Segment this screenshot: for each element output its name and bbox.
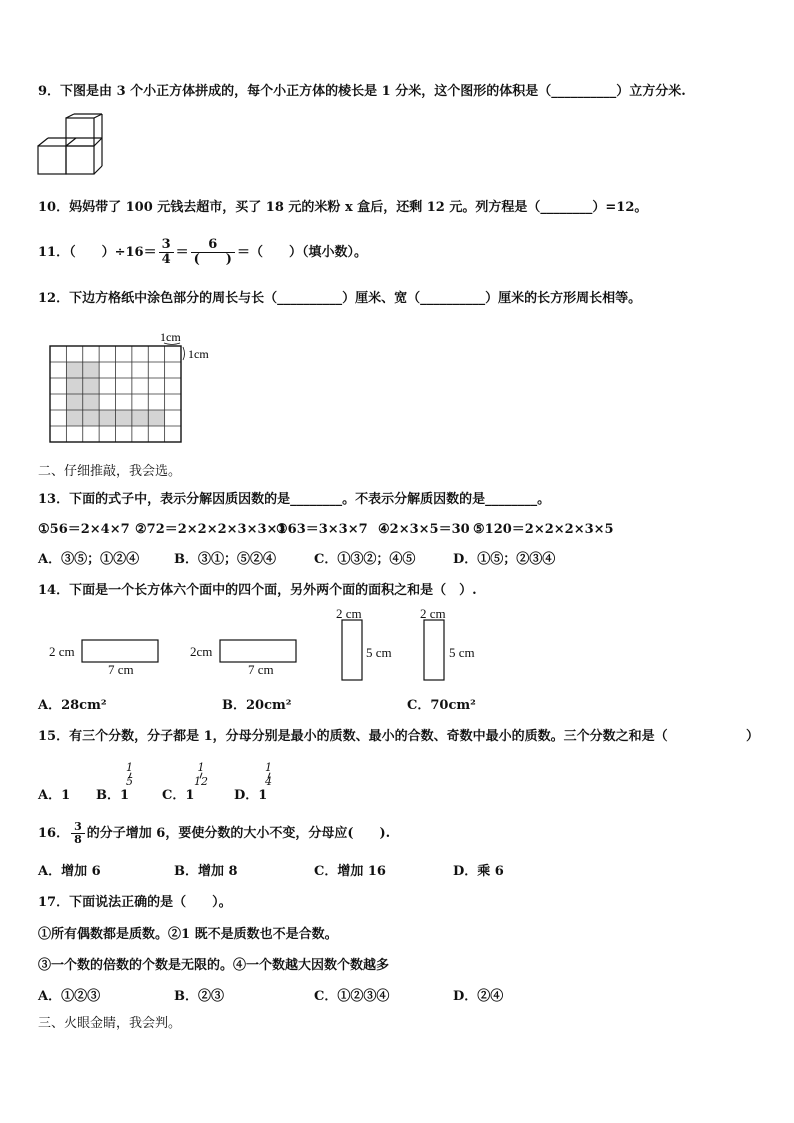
section-2-heading: 二、仔细推敲，我会选。	[38, 464, 182, 479]
q9-tail: ）立方分米.	[616, 84, 686, 99]
q13-item-5: ⑤120＝2×2×2×3×5	[473, 522, 614, 537]
q15-option-c-label: C．1	[162, 788, 195, 803]
q12-grid-figure	[50, 330, 220, 445]
q12-tail: ）厘米的长方形周长相等。	[485, 291, 642, 306]
q14-option-a[interactable]: A．28cm²	[38, 698, 107, 713]
section-3-heading: 三、火眼金睛，我会判。	[38, 1016, 182, 1031]
q11-fraction-1	[159, 238, 174, 267]
q14-label-r1w: 2 cm	[49, 644, 75, 659]
q15-option-c-fraction	[194, 762, 208, 788]
q14-label-r3s: 5 cm	[366, 645, 392, 660]
q15-option-b-denominator: 5	[126, 775, 133, 788]
q14-face-3	[342, 620, 362, 680]
q15-option-d-fraction	[265, 762, 272, 788]
q13-number: 13．	[38, 492, 70, 507]
q16-stem: 的分子增加 6，要使分数的大小不变，分母应( ).	[86, 826, 391, 841]
q15-option-d-denominator: 4	[265, 775, 272, 788]
q12-mid: ）厘米、宽（	[342, 291, 421, 306]
q12-number: 12．	[38, 291, 70, 306]
q10-number: 10．	[38, 200, 70, 215]
q17-stem: 下面说法正确的是（ ）。	[69, 895, 232, 910]
q15-option-a[interactable]: A．1	[38, 788, 71, 803]
q17-number: 17．	[38, 895, 70, 910]
q11-part-a[interactable]: （ ）÷16＝	[69, 245, 157, 260]
q15-option-d-numerator: 1	[265, 761, 272, 774]
shaded-cell	[66, 410, 82, 426]
q15-option-b-numerator: 1	[126, 761, 133, 774]
shaded-cell	[83, 362, 99, 378]
q17-statements-2: ③一个数的倍数的个数是无限的。④一个数越大因数个数越多	[38, 958, 390, 973]
q13-option-c[interactable]: C．①③②；④⑤	[314, 552, 416, 567]
q13-text	[38, 491, 550, 509]
q13-blank-1[interactable]: ________	[290, 492, 343, 507]
q16-fraction	[71, 821, 85, 846]
q15-tail: ）	[746, 729, 760, 744]
shaded-cell	[148, 410, 164, 426]
q12-unit-top: 1cm	[160, 330, 181, 344]
q11-equals: ＝	[175, 245, 189, 260]
q11-f1-denominator: 4	[161, 252, 171, 267]
q14-option-b[interactable]: B．20cm²	[222, 698, 292, 713]
q15-option-b-fraction	[126, 762, 133, 788]
q16-option-d[interactable]: D．乘 6	[453, 864, 504, 879]
q9-cubes-figure	[36, 114, 106, 176]
q15-option-c-denominator: 12	[194, 775, 208, 788]
q15-option-d-label: D．1	[234, 788, 268, 803]
q14-face-4	[424, 620, 444, 680]
q9-text	[38, 83, 686, 101]
q14-label-r3t: 2 cm	[336, 606, 362, 621]
q15-option-d[interactable]	[234, 787, 267, 805]
q14-faces-figure	[40, 608, 500, 684]
q13-tail: 。	[537, 492, 551, 507]
q14-label-r2l: 7 cm	[248, 662, 274, 677]
shaded-cell	[83, 410, 99, 426]
q12-stem: 下边方格纸中涂色部分的周长与长（	[69, 291, 278, 306]
q11-number: 11．	[38, 245, 70, 260]
q9-answer-blank[interactable]: __________	[551, 84, 617, 99]
q14-label-r2w: 2cm	[190, 644, 213, 659]
shaded-cell	[83, 394, 99, 410]
q13-blank-2[interactable]: ________	[485, 492, 538, 507]
q15-option-c-numerator: 1	[197, 761, 205, 774]
q16-number: 16．	[38, 826, 70, 841]
shaded-cell	[132, 410, 148, 426]
q16-option-b[interactable]: B．增加 8	[174, 864, 238, 879]
q13-mid: 。不表示分解质因数的是	[342, 492, 486, 507]
q13-item-1: ①56＝2×4×7	[38, 522, 130, 537]
q16-denominator: 8	[74, 833, 82, 846]
shaded-cell	[66, 378, 82, 394]
shaded-cell	[66, 394, 82, 410]
q17-option-b[interactable]: B．②③	[174, 989, 224, 1004]
shaded-cell	[99, 410, 115, 426]
q11-fraction-2	[191, 238, 235, 267]
q11-f2-numerator: 6	[191, 238, 235, 253]
q14-face-1	[82, 640, 158, 662]
q13-stem: 下面的式子中，表示分解因质因数的是	[69, 492, 291, 507]
shaded-cell	[83, 378, 99, 394]
q13-item-2: ②72＝2×2×2×3×3×1	[135, 522, 287, 537]
q10-tail: ）=12。	[592, 200, 648, 215]
q16-option-c[interactable]: C．增加 16	[314, 864, 386, 879]
q14-stem: 下面是一个长方体六个面中的四个面，另外两个面的面积之和是（ ）.	[69, 583, 477, 598]
q17-option-d[interactable]: D．②④	[453, 989, 504, 1004]
q12-unit-side: 1cm	[188, 347, 209, 361]
q13-option-a[interactable]: A．③⑤；①②④	[38, 552, 140, 567]
q15-stem: 有三个分数，分子都是 1，分母分别是最小的质数、最小的合数、奇数中最小的质数。三个分数之和是（	[69, 729, 668, 744]
q11-f1-numerator: 3	[159, 238, 174, 253]
q13-item-3: ③63＝3×3×7	[276, 522, 368, 537]
q11-part-b[interactable]: ＝（ ）（填小数）。	[236, 245, 367, 260]
shaded-cell	[116, 410, 132, 426]
q10-stem: 妈妈带了 100 元钱去超市，买了 18 元的米粉 x 盒后，还剩 12 元。列方程是（	[69, 200, 541, 215]
q17-option-a[interactable]: A．①②③	[38, 989, 101, 1004]
q11-text	[38, 238, 367, 267]
q14-number: 14．	[38, 583, 70, 598]
q15-text	[38, 728, 668, 746]
q15-number: 15．	[38, 729, 70, 744]
q12-text	[38, 290, 641, 308]
q9-number: 9．	[38, 84, 61, 99]
q13-option-b[interactable]: B．③①；⑤②④	[174, 552, 276, 567]
q14-label-r4t: 2 cm	[420, 606, 446, 621]
q14-label-r4s: 5 cm	[449, 645, 475, 660]
q12-length-blank[interactable]: __________	[277, 291, 343, 306]
q16-numerator: 3	[71, 821, 85, 834]
q10-text	[38, 199, 647, 217]
q16-option-a[interactable]: A．增加 6	[38, 864, 101, 879]
q15-option-b-label: B．1	[96, 788, 130, 803]
q14-label-r1l: 7 cm	[108, 662, 134, 677]
q16-text	[38, 820, 390, 848]
q15-option-c[interactable]	[162, 787, 194, 805]
q14-option-c[interactable]: C．70cm²	[407, 698, 476, 713]
q17-statements-1: ①所有偶数都是质数。②1 既不是质数也不是合数。	[38, 927, 338, 942]
q14-text	[38, 582, 477, 600]
q13-item-4: ④2×3×5＝30	[378, 522, 470, 537]
q17-option-c[interactable]: C．①②③④	[314, 989, 390, 1004]
q17-text	[38, 894, 232, 912]
q10-answer-blank[interactable]: ________	[540, 200, 593, 215]
q14-face-2	[220, 640, 296, 662]
shaded-cell	[66, 362, 82, 378]
q13-option-d[interactable]: D．①⑤；②③④	[453, 552, 556, 567]
q11-f2-denominator[interactable]: ( )	[193, 252, 232, 267]
q12-width-blank[interactable]: __________	[420, 291, 486, 306]
q9-stem: 下图是由 3 个小正方体拼成的，每个小正方体的棱长是 1 分米，这个图形的体积是（	[60, 84, 552, 99]
q15-option-b[interactable]	[96, 787, 129, 805]
